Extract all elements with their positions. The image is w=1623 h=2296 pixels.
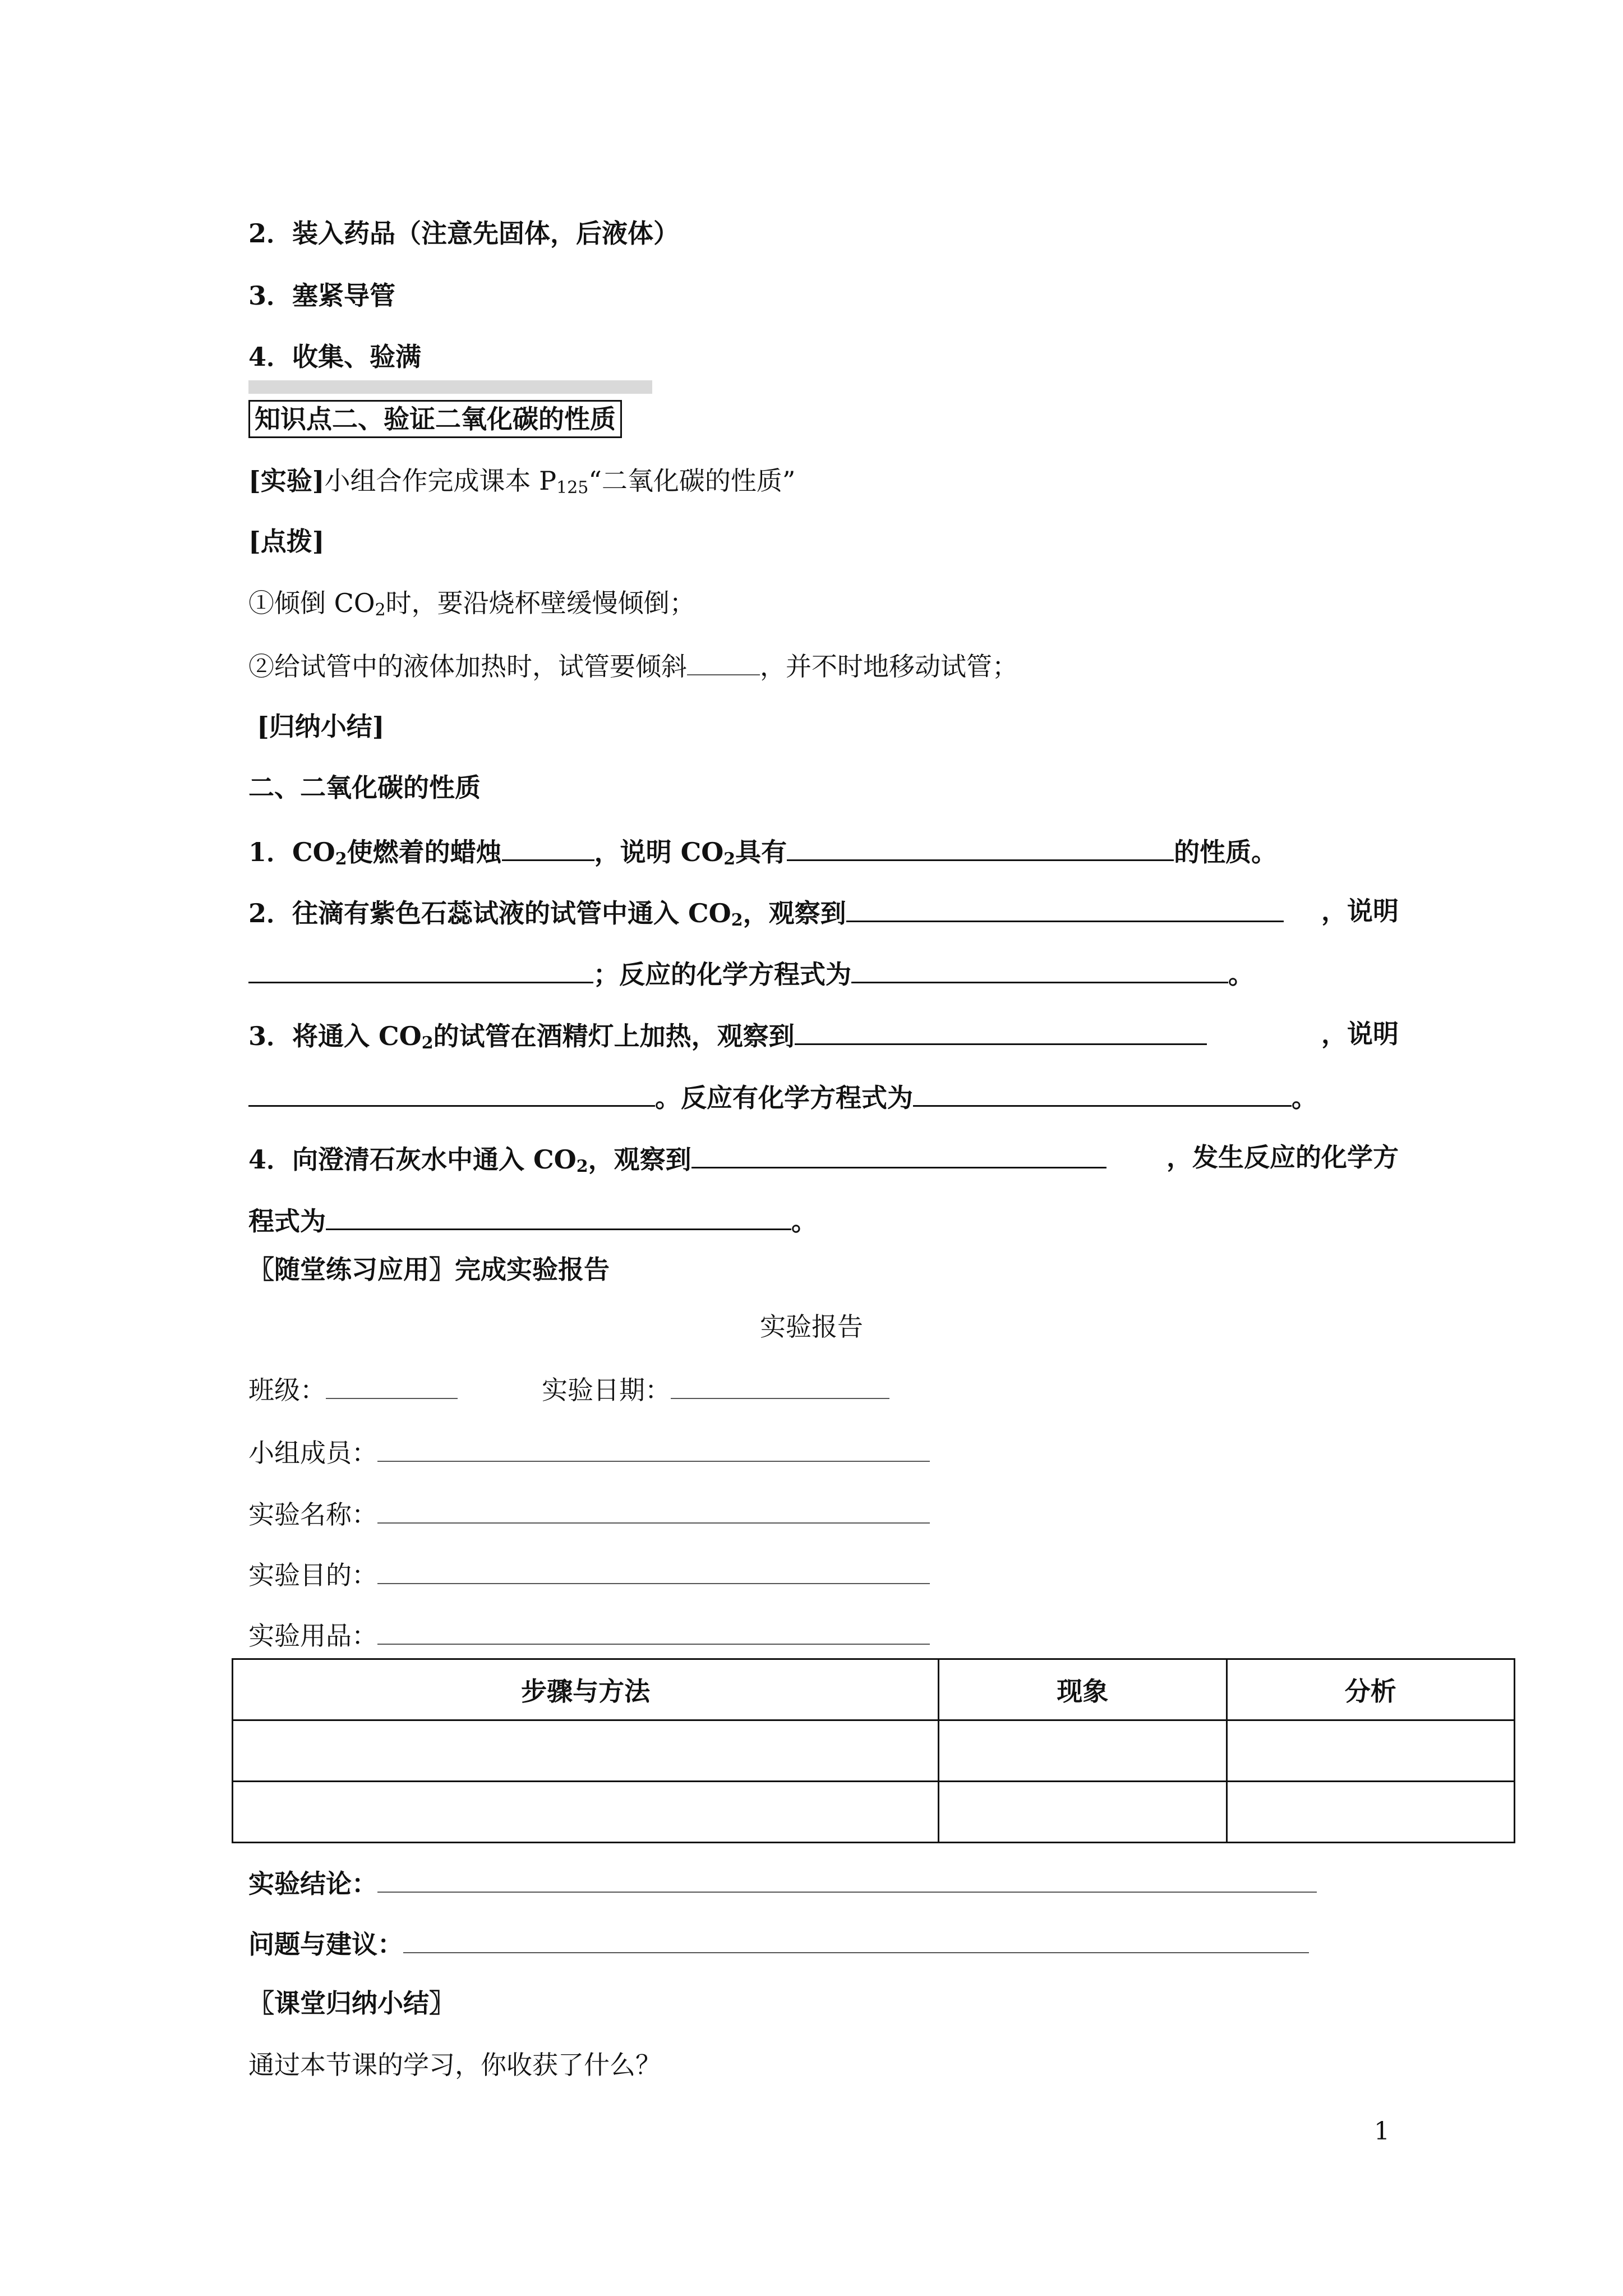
- experiment-line: [248, 461, 1399, 500]
- p3-text-a: 3．将通入 CO: [248, 1021, 422, 1051]
- p1-text-a: 1．CO: [248, 837, 335, 867]
- p4-text-e: 。: [791, 1206, 817, 1236]
- p1-blank-2[interactable]: [787, 830, 1174, 861]
- tip-1-text-b: 时，要沿烧杯壁缓慢倾倒；: [385, 588, 695, 618]
- heading-shade: [248, 380, 652, 394]
- p4-text-b: ，观察到: [588, 1144, 691, 1175]
- co2-subscript: 2: [375, 600, 386, 620]
- table-row: [233, 1720, 1515, 1782]
- table-cell[interactable]: [939, 1720, 1227, 1782]
- suggestion-field[interactable]: [403, 1923, 1309, 1953]
- summary-label: [归纳小结]: [257, 711, 385, 742]
- p2-blank-3[interactable]: [851, 953, 1228, 983]
- co2-subscript: 2: [335, 849, 347, 869]
- p4-text-c: ，发生反应的化学方: [1166, 1142, 1399, 1172]
- class-date-line: [248, 1369, 1399, 1408]
- p2-text-c: ，说明: [1321, 896, 1399, 926]
- p2-text-d: ；反应的化学方程式为: [593, 959, 851, 990]
- knowledge-point-2-title: 知识点二、验证二氧化碳的性质: [248, 400, 622, 438]
- name-line: [248, 1493, 1399, 1533]
- page-number: 1: [1374, 2117, 1390, 2146]
- p4-text-d: 程式为: [248, 1206, 326, 1236]
- p2-text-e: 。: [1228, 959, 1254, 990]
- p1-text-d: 具有: [735, 837, 787, 867]
- tip-1-text-a: ①倾倒 CO: [248, 588, 375, 618]
- purpose-label: 实验目的：: [248, 1560, 377, 1590]
- wrapup-heading: 〖课堂归纳小结〗: [248, 1988, 455, 2018]
- co2-subscript: 2: [731, 910, 743, 930]
- experiment-text: 小组合作完成课本 P: [324, 466, 557, 496]
- property-4-line-2: [248, 1199, 1399, 1239]
- step-4: 4．收集、验满: [248, 342, 422, 372]
- header-steps: 步骤与方法: [233, 1659, 939, 1720]
- property-1: [248, 830, 1399, 869]
- materials-line: [248, 1614, 1399, 1654]
- tip-2: [248, 645, 1399, 684]
- date-field[interactable]: [671, 1369, 889, 1399]
- p3-text-c: ，说明: [1321, 1019, 1399, 1049]
- conclusion-field[interactable]: [377, 1862, 1317, 1893]
- step-2: 2．装入药品（注意先固体，后液体）: [248, 218, 680, 249]
- p2-text-a: 2．往滴有紫色石蕊试液的试管中通入 CO: [248, 898, 731, 928]
- p1-text-e: 的性质。: [1174, 837, 1278, 867]
- tip-2-blank[interactable]: [687, 645, 760, 675]
- members-field[interactable]: [377, 1432, 930, 1462]
- tip-2-text-a: ②给试管中的液体加热时，试管要倾斜: [248, 651, 687, 682]
- table-header-row: [233, 1659, 1515, 1720]
- p3-text-b: 的试管在酒精灯上加热，观察到: [433, 1021, 795, 1051]
- co2-subscript: 2: [723, 849, 736, 869]
- p3-blank-2[interactable]: [248, 1076, 655, 1107]
- report-title: 实验报告: [760, 1312, 863, 1342]
- purpose-line: [248, 1554, 1399, 1593]
- conclusion-line: [248, 1862, 1399, 1902]
- class-field[interactable]: [326, 1369, 458, 1399]
- p3-text-d: 。反应有化学方程式为: [655, 1083, 913, 1113]
- p1-text-b: 使燃着的蜡烛: [347, 837, 502, 867]
- p2-blank-1[interactable]: [846, 891, 1284, 922]
- property-2-line-2: [248, 953, 1399, 992]
- header-analysis: 分析: [1227, 1659, 1514, 1720]
- p4-blank-1[interactable]: [691, 1138, 1106, 1168]
- page-subscript: 125: [556, 478, 589, 498]
- p4-blank-2[interactable]: [326, 1199, 791, 1230]
- practice-heading: 〖随堂练习应用〗完成实验报告: [248, 1254, 610, 1285]
- conclusion-label: 实验结论：: [248, 1869, 377, 1899]
- class-label: 班级：: [248, 1375, 326, 1405]
- experiment-name-label: 实验名称：: [248, 1499, 377, 1530]
- property-2-line-1: [248, 891, 1399, 931]
- p4-text-a: 4．向澄清石灰水中通入 CO: [248, 1144, 577, 1175]
- experiment-name-field[interactable]: [377, 1493, 930, 1524]
- knowledge-point-2-heading: [248, 399, 1399, 439]
- p1-text-c: ，说明 CO: [594, 837, 724, 867]
- p2-blank-2[interactable]: [248, 953, 593, 983]
- p3-text-e: 。: [1292, 1083, 1317, 1113]
- suggestion-line: [248, 1923, 1399, 1962]
- members-line: [248, 1432, 1399, 1471]
- wrapup-question: 通过本节课的学习，你收获了什么？: [248, 2050, 661, 2080]
- members-label: 小组成员：: [248, 1438, 377, 1468]
- table-cell[interactable]: [233, 1782, 939, 1843]
- experiment-topic: “二氧化碳的性质”: [588, 466, 796, 496]
- co2-subscript: 2: [421, 1033, 434, 1053]
- co2-subscript: 2: [576, 1157, 588, 1176]
- date-label: 实验日期：: [542, 1375, 671, 1405]
- tips-label: [点拨]: [248, 526, 325, 556]
- suggestion-label: 问题与建议：: [248, 1929, 403, 1959]
- p2-text-b: ，观察到: [743, 898, 846, 928]
- p3-blank-3[interactable]: [913, 1076, 1292, 1107]
- p1-blank-1[interactable]: [502, 830, 594, 861]
- materials-label: 实验用品：: [248, 1621, 377, 1651]
- property-3-line-2: [248, 1076, 1399, 1115]
- header-phenomenon: 现象: [939, 1659, 1227, 1720]
- p3-blank-1[interactable]: [795, 1014, 1207, 1045]
- experiment-label: [实验]: [248, 466, 325, 496]
- tip-2-text-b: ，并不时地移动试管；: [760, 651, 1018, 682]
- property-4-line-1: [248, 1138, 1399, 1177]
- report-table: [232, 1658, 1515, 1843]
- table-cell[interactable]: [939, 1782, 1227, 1843]
- purpose-field[interactable]: [377, 1554, 930, 1584]
- table-row: [233, 1782, 1515, 1843]
- tip-1: [248, 583, 1399, 623]
- materials-field[interactable]: [377, 1614, 930, 1645]
- section-title: 二、二氧化碳的性质: [248, 772, 481, 803]
- table-cell[interactable]: [1227, 1720, 1514, 1782]
- property-3-line-1: [248, 1014, 1399, 1053]
- table-cell[interactable]: [233, 1720, 939, 1782]
- step-3: 3．塞紧导管: [248, 280, 396, 311]
- table-cell[interactable]: [1227, 1782, 1514, 1843]
